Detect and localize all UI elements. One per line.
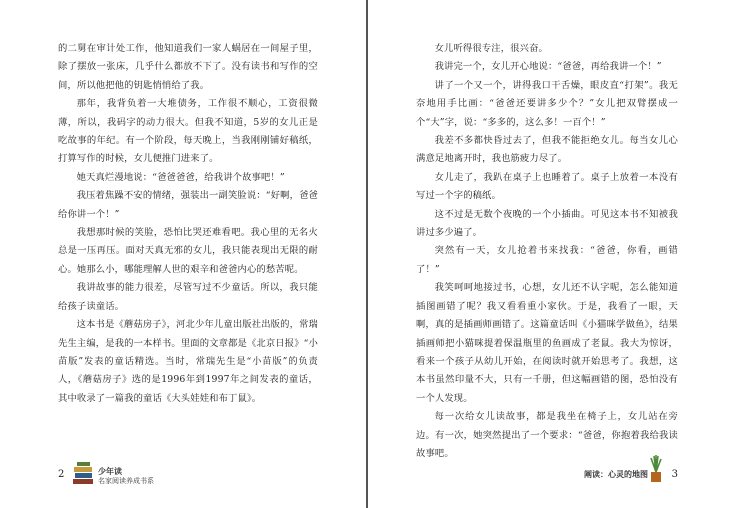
left-footer: [58, 454, 318, 488]
paragraph: 的二舅在审计处工作，他知道我们一家人蜗居在一间屋子里，除了摆放一张床，几乎什么都放不下了。没有读书和写作的空间，所以他把他的钥匙悄悄给了我。: [58, 43, 318, 91]
left-page-body: [58, 40, 318, 408]
paragraph: 这本书是《蘑菇房子》，河北少年儿童出版社出版的，常瑞先生主编，是我的一本样书。里面的文章都是《北京日报》“小苗版”发表的童话精选。当时，常瑞先生是“小苗版”的负责人，《蘑菇房子》选的是1996年到1997年之间发表的童话，其中收录了一篇我的童话《大头娃娃和布丁鼠》。: [58, 319, 318, 404]
books-stack-icon: [72, 460, 94, 486]
paragraph: 这不过是无数个夜晚的一个小插曲。可见这本书不知被我讲过多少遍了。: [416, 208, 678, 239]
paragraph: 我讲故事的能力很差，尽管写过不少童话。所以，我只能给孩子读童话。: [58, 282, 318, 312]
paragraph: 我差不多都快昏过去了，但我不能拒绝女儿。每当女儿心满意足地离开时，我也筋疲力尽了。: [416, 135, 678, 165]
right-page: [368, 0, 730, 508]
paragraph: 我笑呵呵地接过书，心想，女儿还不认字呢，怎么能知道插图画错了呢？我又看看重小家伙。于是，我看了一眼，天啊，真的是插画师画错了。这篇童话叫《小猫咪学做鱼》，结果插画师把小猫咪提着保温瓶里的鱼画成了老鼠。我大为惊讶，看来一个孩子从幼儿开始，在阅读时就开始思考了。我想，这本书虽然印量不大，只有一千册，但这幅画错的图，恐怕没有一个人发现。: [416, 282, 678, 404]
potted-plant-icon: [648, 454, 664, 484]
paragraph: 我压着焦躁不安的情绪，强装出一副笑脸说：“好啊，爸爸给你讲一个！”: [58, 190, 318, 220]
series-title-line: 少年读: [98, 466, 122, 476]
paragraph: 我想那时候的笑脸，恐怕比哭还难看吧。我心里的无名火总是一压再压。面对天真无邪的女儿，我只能表现出无限的耐心。她那么小，哪能理解人世的艰辛和爸爸内心的愁苦呢。: [58, 227, 318, 275]
paragraph: 每一次给女儿读故事，都是我坐在椅子上，女儿站在旁边。有一次，她突然提出了一个要求：“爸爸，你抱着我给我读故事吧。: [416, 411, 678, 459]
series-subtitle-line: 名家阅读养成书系: [98, 477, 154, 485]
page-number: 3: [671, 469, 678, 480]
paragraph: 女儿听得很专注，很兴奋。: [434, 43, 548, 54]
paragraph: 我讲完一个，女儿开心地说：“爸爸，再给我讲一个！”: [434, 61, 662, 73]
paragraph: 突然有一天，女儿抢着书来找我：“爸爸，你看，画错了！”: [416, 245, 678, 275]
paragraph: 她天真烂漫地说：“爸爸爸爸，给我讲个故事吧！”: [76, 171, 285, 183]
paragraph: 讲了一个又一个，讲得我口干舌燥，眼皮直“打架”。我无奈地用手比画：“爸爸还要讲多少个？”女儿把双臂摆成一个“大”字，说：“多多的，这么多！一百个！”: [416, 79, 678, 128]
right-page-body: [416, 40, 678, 463]
paragraph: 女儿走了，我趴在桌子上也睡着了。桌子上放着一本没有写过一个字的稿纸。: [416, 171, 678, 202]
series-title: [98, 466, 154, 486]
running-title: 阐读：心灵的地图: [584, 469, 648, 479]
paragraph: 那年，我背负着一大堆债务，工作很不顺心，工资很微薄，所以，我码字的动力很大。但我不知道，5岁的女儿正是吃故事的年纪。有一个阶段，每天晚上，当我刚刚铺好稿纸，打算写作的时候，女儿便推门进来了。: [58, 98, 318, 165]
page-number: 2: [58, 469, 65, 480]
right-footer: [416, 454, 678, 488]
